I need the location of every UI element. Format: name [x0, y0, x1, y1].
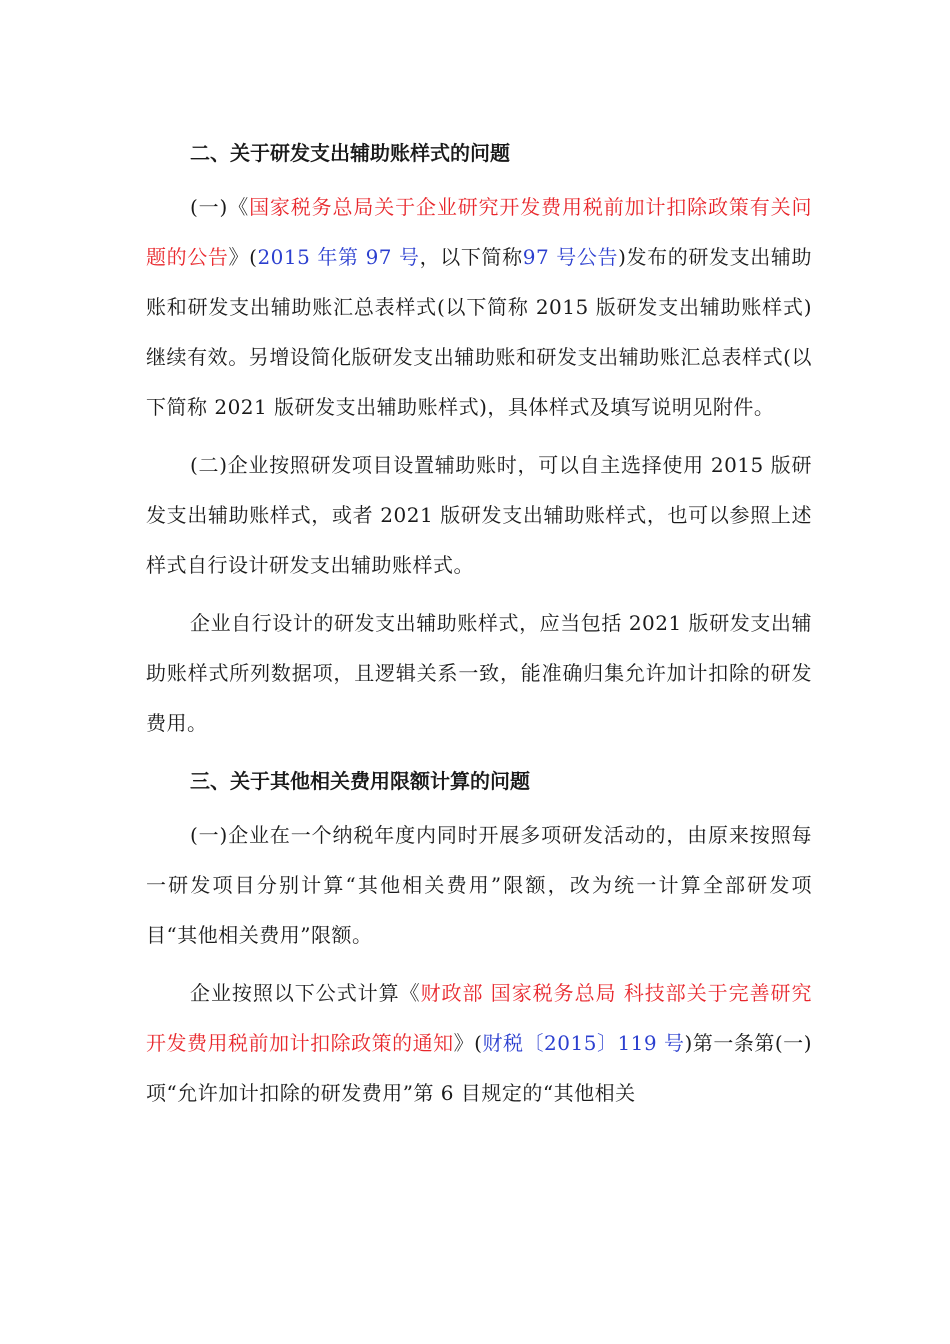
section-3-paragraph-2 [146, 968, 812, 1118]
para-text: )第一条第(一)项“允许加计扣除的研发费用”第 6 目规定的“其他相关 [146, 1031, 812, 1105]
para-text: (一)《 [190, 195, 250, 219]
notice-title-link[interactable]: 财政部 国家税务总局 科技部关于完善研究开发费用税前加计扣除政策的通知 [146, 981, 813, 1055]
section-2-paragraph-1 [146, 182, 812, 432]
section-2-paragraph-3: 企业自行设计的研发支出辅助账样式，应当包括 2021 版研发支出辅助账样式所列数据项，且逻辑关系一致，能准确归集允许加计扣除的研发费用。 [146, 611, 812, 735]
section-3-paragraph-1: (一)企业在一个纳税年度内同时开展多项研发活动的，由原来按照每一研发项目分别计算“其他相关费用”限额，改为统一计算全部研发项目“其他相关费用”限额。 [146, 823, 812, 947]
para-text: 》( [453, 1031, 483, 1055]
para-text: 》( [228, 245, 258, 269]
section-2-heading: 二、关于研发支出辅助账样式的问题 [190, 141, 510, 165]
para-text: )发布的研发支出辅助账和研发支出辅助账汇总表样式(以下简称 2015 版研发支出辅助账样式)继续有效。另增设简化版研发支出辅助账和研发支出辅助账汇总表样式(以下简称 2021 版研发支出辅助账样式)，具体样式及填写说明见附件。 [146, 245, 813, 419]
section-2-paragraph-2: (二)企业按照研发项目设置辅助账时，可以自主选择使用 2015 版研发支出辅助账样式，或者 2021 版研发支出辅助账样式，也可以参照上述样式自行设计研发支出辅助账样式。 [146, 453, 812, 577]
notice-number-link[interactable]: 财税〔2015〕119 号 [482, 1031, 685, 1055]
document-title-link[interactable]: 国家税务总局关于企业研究开发费用税前加计扣除政策有关问题的公告 [146, 195, 813, 269]
document-page [146, 128, 812, 1126]
para-text: ，以下简称 [419, 245, 523, 269]
announcement-short-link[interactable]: 97 号公告 [522, 245, 619, 269]
para-text: 企业按照以下公式计算《 [190, 981, 421, 1005]
section-3-heading: 三、关于其他相关费用限额计算的问题 [190, 769, 530, 793]
document-number-link[interactable]: 2015 年第 97 号 [257, 245, 420, 269]
